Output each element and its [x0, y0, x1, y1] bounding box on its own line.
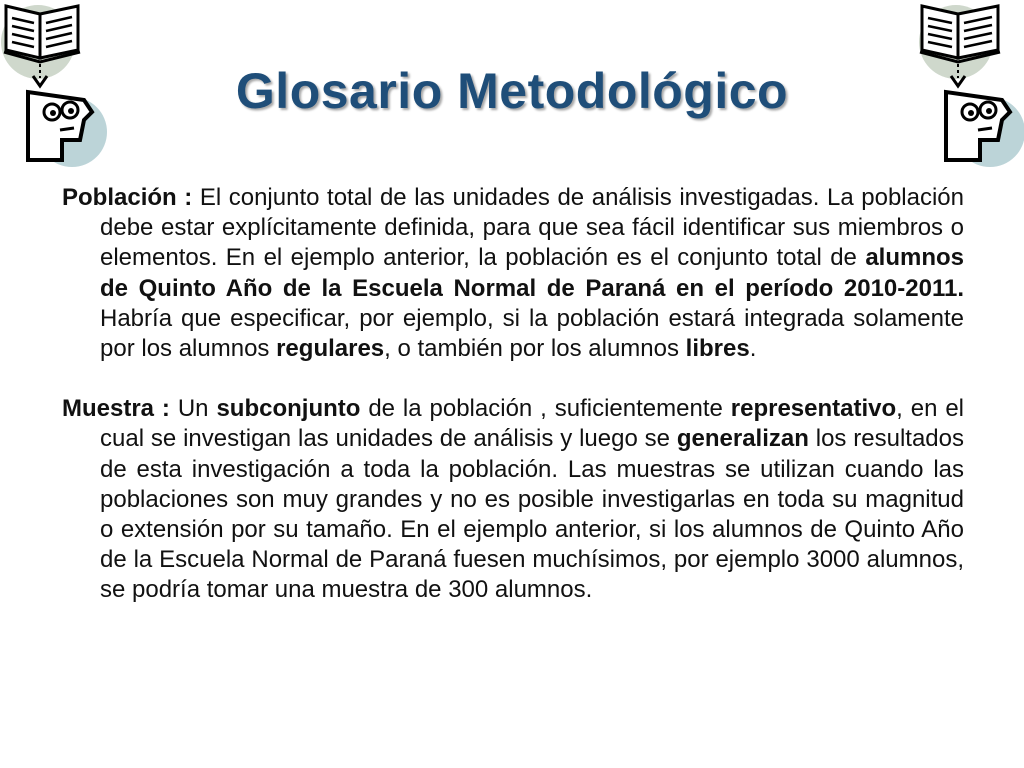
definition-muestra: Muestra : Un subconjunto de la población , suficientemente representativo, en el cual se investigan las unidades de análisis y luego se generalizan los resultados de esta investigación a toda la población. Las muestras se utilizan cuando las poblaciones son muy grandes y no es posible investigarlas en toda su magnitud o extensión por su tamaño. En el ejemplo anterior, si los alumnos de Quinto Año de la Escuela Normal de Paraná fuesen muchísimos, por ejemplo 3000 alumnos, se podría tomar una muestra de 300 alumnos. [62, 395, 965, 604]
open-book-icon [4, 6, 80, 62]
open-book-icon [920, 6, 1000, 62]
slide-title: Glosario Metodológico [235, 63, 789, 119]
slide-body [62, 183, 964, 606]
term-label: Muestra : [62, 395, 170, 423]
term-label: Población : [62, 184, 193, 211]
definition-poblacion: Población : El conjunto total de las unidades de análisis investigadas. La población debe estar explícitamente definida, para que sea fácil identificar sus miembros o elementos. En el ejemplo anterior, la población es el conjunto total de alumnos de Quinto Año de la Escuela Normal de Paraná en el período 2010-2011. Habría que especificar, por ejemplo, si la población estará integrada solamente por los alumnos regulares, o también por los alumnos libres. [62, 184, 964, 363]
